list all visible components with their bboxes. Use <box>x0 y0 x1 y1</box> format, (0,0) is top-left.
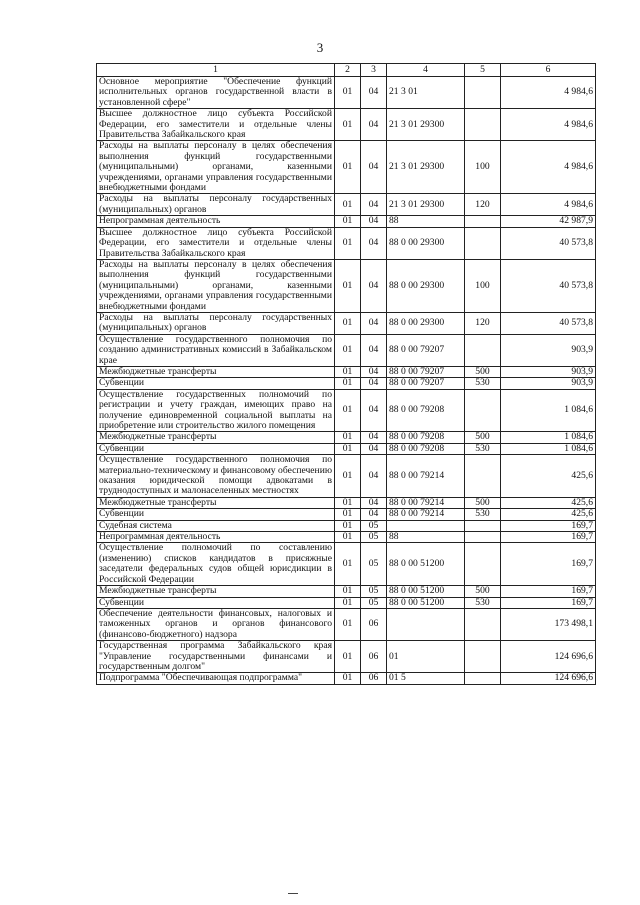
cell-col1: Расходы на выплаты персоналу государственных (муниципальных) органов <box>97 194 335 216</box>
cell-col5: 120 <box>465 194 501 216</box>
header-cell: 4 <box>387 64 465 77</box>
table-row <box>97 432 596 443</box>
cell-col2: 01 <box>335 597 361 608</box>
cell-col5 <box>465 608 501 640</box>
cell-col1: Субвенции <box>97 597 335 608</box>
cell-col4: 88 0 00 79207 <box>387 334 465 366</box>
table-row <box>97 641 596 673</box>
cell-col5 <box>465 520 501 531</box>
cell-col6: 42 987,9 <box>501 216 596 227</box>
cell-col5: 500 <box>465 497 501 508</box>
cell-col1: Расходы на выплаты персоналу в целях обеспечения выполнения функций государственными (муниципальными) органами, казенными учреждениями, органами управления государственными внебюджетными фондами <box>97 141 335 194</box>
cell-col1: Судебная система <box>97 520 335 531</box>
cell-col3: 04 <box>361 141 387 194</box>
cell-col6: 169,7 <box>501 586 596 597</box>
cell-col5: 100 <box>465 259 501 312</box>
cell-col5 <box>465 532 501 543</box>
cell-col1: Субвенции <box>97 509 335 520</box>
cell-col1: Высшее должностное лицо субъекта Российской Федерации, его заместители и отдельные члены Правительства Забайкальского края <box>97 227 335 259</box>
cell-col3: 06 <box>361 673 387 684</box>
cell-col4 <box>387 608 465 640</box>
page-number: 3 <box>316 40 324 55</box>
cell-col5 <box>465 543 501 586</box>
cell-col6: 40 573,8 <box>501 259 596 312</box>
cell-col6: 1 084,6 <box>501 389 596 432</box>
cell-col5 <box>465 641 501 673</box>
cell-col6: 169,7 <box>501 543 596 586</box>
cell-col6: 1 084,6 <box>501 432 596 443</box>
header-cell: 1 <box>97 64 335 77</box>
cell-col4: 88 <box>387 216 465 227</box>
cell-col3: 04 <box>361 366 387 377</box>
cell-col2: 01 <box>335 334 361 366</box>
cell-col4: 88 0 00 79214 <box>387 497 465 508</box>
table-row <box>97 532 596 543</box>
table-row <box>97 509 596 520</box>
cell-col4: 21 3 01 <box>387 77 465 109</box>
cell-col3: 04 <box>361 378 387 389</box>
cell-col4: 88 0 00 79207 <box>387 378 465 389</box>
cell-col6: 4 984,6 <box>501 109 596 141</box>
cell-col6: 169,7 <box>501 597 596 608</box>
cell-col5 <box>465 227 501 259</box>
cell-col5: 500 <box>465 432 501 443</box>
cell-col4: 01 <box>387 641 465 673</box>
cell-col3: 04 <box>361 509 387 520</box>
table-row <box>97 194 596 216</box>
cell-col3: 04 <box>361 227 387 259</box>
cell-col3: 04 <box>361 455 387 498</box>
table-row <box>97 227 596 259</box>
cell-col2: 01 <box>335 543 361 586</box>
cell-col1: Осуществление государственного полномочия по созданию административных комиссий в Забайкальском крае <box>97 334 335 366</box>
table-row <box>97 77 596 109</box>
budget-table <box>96 63 596 685</box>
cell-col2: 01 <box>335 259 361 312</box>
cell-col1: Осуществление полномочий по составлению (изменению) списков кандидатов в присяжные заседатели федеральных судов общей юрисдикции в Российской Федерации <box>97 543 335 586</box>
cell-col4: 88 0 00 51200 <box>387 597 465 608</box>
cell-col3: 04 <box>361 216 387 227</box>
header-cell: 5 <box>465 64 501 77</box>
cell-col2: 01 <box>335 520 361 531</box>
cell-col3: 06 <box>361 608 387 640</box>
cell-col2: 01 <box>335 673 361 684</box>
table-row <box>97 366 596 377</box>
cell-col3: 04 <box>361 443 387 454</box>
cell-col1: Осуществление государственных полномочий по регистрации и учету граждан, имеющих право на получение единовременной социальной выплаты на приобретение или строительство жилого помещения <box>97 389 335 432</box>
cell-col5: 530 <box>465 597 501 608</box>
cell-col5: 100 <box>465 141 501 194</box>
cell-col2: 01 <box>335 312 361 334</box>
cell-col3: 05 <box>361 532 387 543</box>
cell-col4 <box>387 520 465 531</box>
cell-col3: 04 <box>361 77 387 109</box>
cell-col3: 04 <box>361 109 387 141</box>
cell-col5: 530 <box>465 443 501 454</box>
cell-col6: 124 696,6 <box>501 641 596 673</box>
cell-col4: 01 5 <box>387 673 465 684</box>
cell-col1: Основное мероприятие "Обеспечение функций исполнительных органов государственной власти в установленной сфере" <box>97 77 335 109</box>
cell-col1: Расходы на выплаты персоналу государственных (муниципальных) органов <box>97 312 335 334</box>
table-row <box>97 141 596 194</box>
header-cell: 6 <box>501 64 596 77</box>
cell-col1: Субвенции <box>97 443 335 454</box>
cell-col2: 01 <box>335 455 361 498</box>
cell-col3: 05 <box>361 597 387 608</box>
cell-col6: 903,9 <box>501 366 596 377</box>
cell-col3: 04 <box>361 389 387 432</box>
cell-col2: 01 <box>335 443 361 454</box>
cell-col4: 21 3 01 29300 <box>387 194 465 216</box>
cell-col4: 88 0 00 51200 <box>387 586 465 597</box>
cell-col4: 88 0 00 79208 <box>387 443 465 454</box>
cell-col6: 903,9 <box>501 378 596 389</box>
cell-col4: 88 0 00 29300 <box>387 259 465 312</box>
table-row <box>97 389 596 432</box>
cell-col4: 88 0 00 29300 <box>387 312 465 334</box>
cell-col1: Субвенции <box>97 378 335 389</box>
cell-col2: 01 <box>335 378 361 389</box>
table-row <box>97 443 596 454</box>
cell-col1: Подпрограмма "Обеспечивающая подпрограмма" <box>97 673 335 684</box>
cell-col2: 01 <box>335 77 361 109</box>
cell-col5: 530 <box>465 509 501 520</box>
cell-col6: 40 573,8 <box>501 312 596 334</box>
cell-col6: 169,7 <box>501 520 596 531</box>
cell-col1: Обеспечение деятельности финансовых, налоговых и таможенных органов и органов финансового (финансово-бюджетного) надзора <box>97 608 335 640</box>
table-row <box>97 497 596 508</box>
cell-col2: 01 <box>335 227 361 259</box>
table-row <box>97 334 596 366</box>
cell-col5 <box>465 334 501 366</box>
cell-col5: 500 <box>465 586 501 597</box>
cell-col4: 88 <box>387 532 465 543</box>
cell-col4: 21 3 01 29300 <box>387 141 465 194</box>
table-row <box>97 673 596 684</box>
cell-col3: 05 <box>361 543 387 586</box>
cell-col3: 04 <box>361 334 387 366</box>
cell-col2: 01 <box>335 216 361 227</box>
cell-col6: 903,9 <box>501 334 596 366</box>
cell-col6: 1 084,6 <box>501 443 596 454</box>
cell-col5 <box>465 216 501 227</box>
cell-col4: 88 0 00 51200 <box>387 543 465 586</box>
cell-col1: Непрограммная деятельность <box>97 216 335 227</box>
table-row <box>97 216 596 227</box>
cell-col4: 88 0 00 79207 <box>387 366 465 377</box>
table-row <box>97 378 596 389</box>
cell-col2: 01 <box>335 194 361 216</box>
cell-col1: Межбюджетные трансферты <box>97 586 335 597</box>
table-header-row <box>97 64 596 77</box>
cell-col6: 40 573,8 <box>501 227 596 259</box>
cell-col5 <box>465 455 501 498</box>
cell-col1: Межбюджетные трансферты <box>97 366 335 377</box>
cell-col2: 01 <box>335 608 361 640</box>
cell-col3: 04 <box>361 312 387 334</box>
cell-col2: 01 <box>335 389 361 432</box>
cell-col1: Непрограммная деятельность <box>97 532 335 543</box>
cell-col2: 01 <box>335 509 361 520</box>
cell-col5: 500 <box>465 366 501 377</box>
cell-col1: Расходы на выплаты персоналу в целях обеспечения выполнения функций государственными (муниципальными) органами, казенными учреждениями, органами управления государственными внебюджетными фондами <box>97 259 335 312</box>
table-row <box>97 608 596 640</box>
cell-col6: 4 984,6 <box>501 77 596 109</box>
table-row <box>97 109 596 141</box>
cell-col3: 05 <box>361 520 387 531</box>
cell-col2: 01 <box>335 641 361 673</box>
table-row <box>97 312 596 334</box>
cell-col3: 04 <box>361 259 387 312</box>
cell-col6: 425,6 <box>501 455 596 498</box>
table-row <box>97 543 596 586</box>
cell-col5 <box>465 673 501 684</box>
cell-col4: 88 0 00 79208 <box>387 389 465 432</box>
cell-col5 <box>465 77 501 109</box>
cell-col2: 01 <box>335 109 361 141</box>
cell-col3: 04 <box>361 194 387 216</box>
cell-col5 <box>465 109 501 141</box>
cell-col5: 120 <box>465 312 501 334</box>
cell-col4: 88 0 00 79214 <box>387 509 465 520</box>
cell-col2: 01 <box>335 497 361 508</box>
table-row <box>97 259 596 312</box>
cell-col6: 4 984,6 <box>501 141 596 194</box>
cell-col4: 88 0 00 79214 <box>387 455 465 498</box>
header-cell: 2 <box>335 64 361 77</box>
table-row <box>97 586 596 597</box>
table-row <box>97 520 596 531</box>
cell-col3: 04 <box>361 497 387 508</box>
cell-col2: 01 <box>335 141 361 194</box>
cell-col1: Государственная программа Забайкальского края "Управление государственными финансами и государственным долгом" <box>97 641 335 673</box>
cell-col2: 01 <box>335 432 361 443</box>
cell-col3: 04 <box>361 432 387 443</box>
cell-col2: 01 <box>335 532 361 543</box>
cell-col4: 88 0 00 79208 <box>387 432 465 443</box>
cell-col5: 530 <box>465 378 501 389</box>
cell-col6: 173 498,1 <box>501 608 596 640</box>
cell-col4: 88 0 00 29300 <box>387 227 465 259</box>
table-row <box>97 597 596 608</box>
cell-col1: Межбюджетные трансферты <box>97 432 335 443</box>
cell-col3: 06 <box>361 641 387 673</box>
cell-col1: Межбюджетные трансферты <box>97 497 335 508</box>
table-row <box>97 455 596 498</box>
cell-col1: Осуществление государственного полномочия по материально-техническому и финансовому обеспечению оказания юридической помощи адвокатами в труднодоступных и малонаселенных местностях <box>97 455 335 498</box>
header-cell: 3 <box>361 64 387 77</box>
cell-col4: 21 3 01 29300 <box>387 109 465 141</box>
cell-col2: 01 <box>335 366 361 377</box>
cell-col3: 05 <box>361 586 387 597</box>
page-mark <box>288 893 298 894</box>
cell-col6: 425,6 <box>501 509 596 520</box>
cell-col5 <box>465 389 501 432</box>
cell-col6: 4 984,6 <box>501 194 596 216</box>
cell-col6: 425,6 <box>501 497 596 508</box>
cell-col1: Высшее должностное лицо субъекта Российской Федерации, его заместители и отдельные члены Правительства Забайкальского края <box>97 109 335 141</box>
cell-col6: 169,7 <box>501 532 596 543</box>
cell-col6: 124 696,6 <box>501 673 596 684</box>
cell-col2: 01 <box>335 586 361 597</box>
